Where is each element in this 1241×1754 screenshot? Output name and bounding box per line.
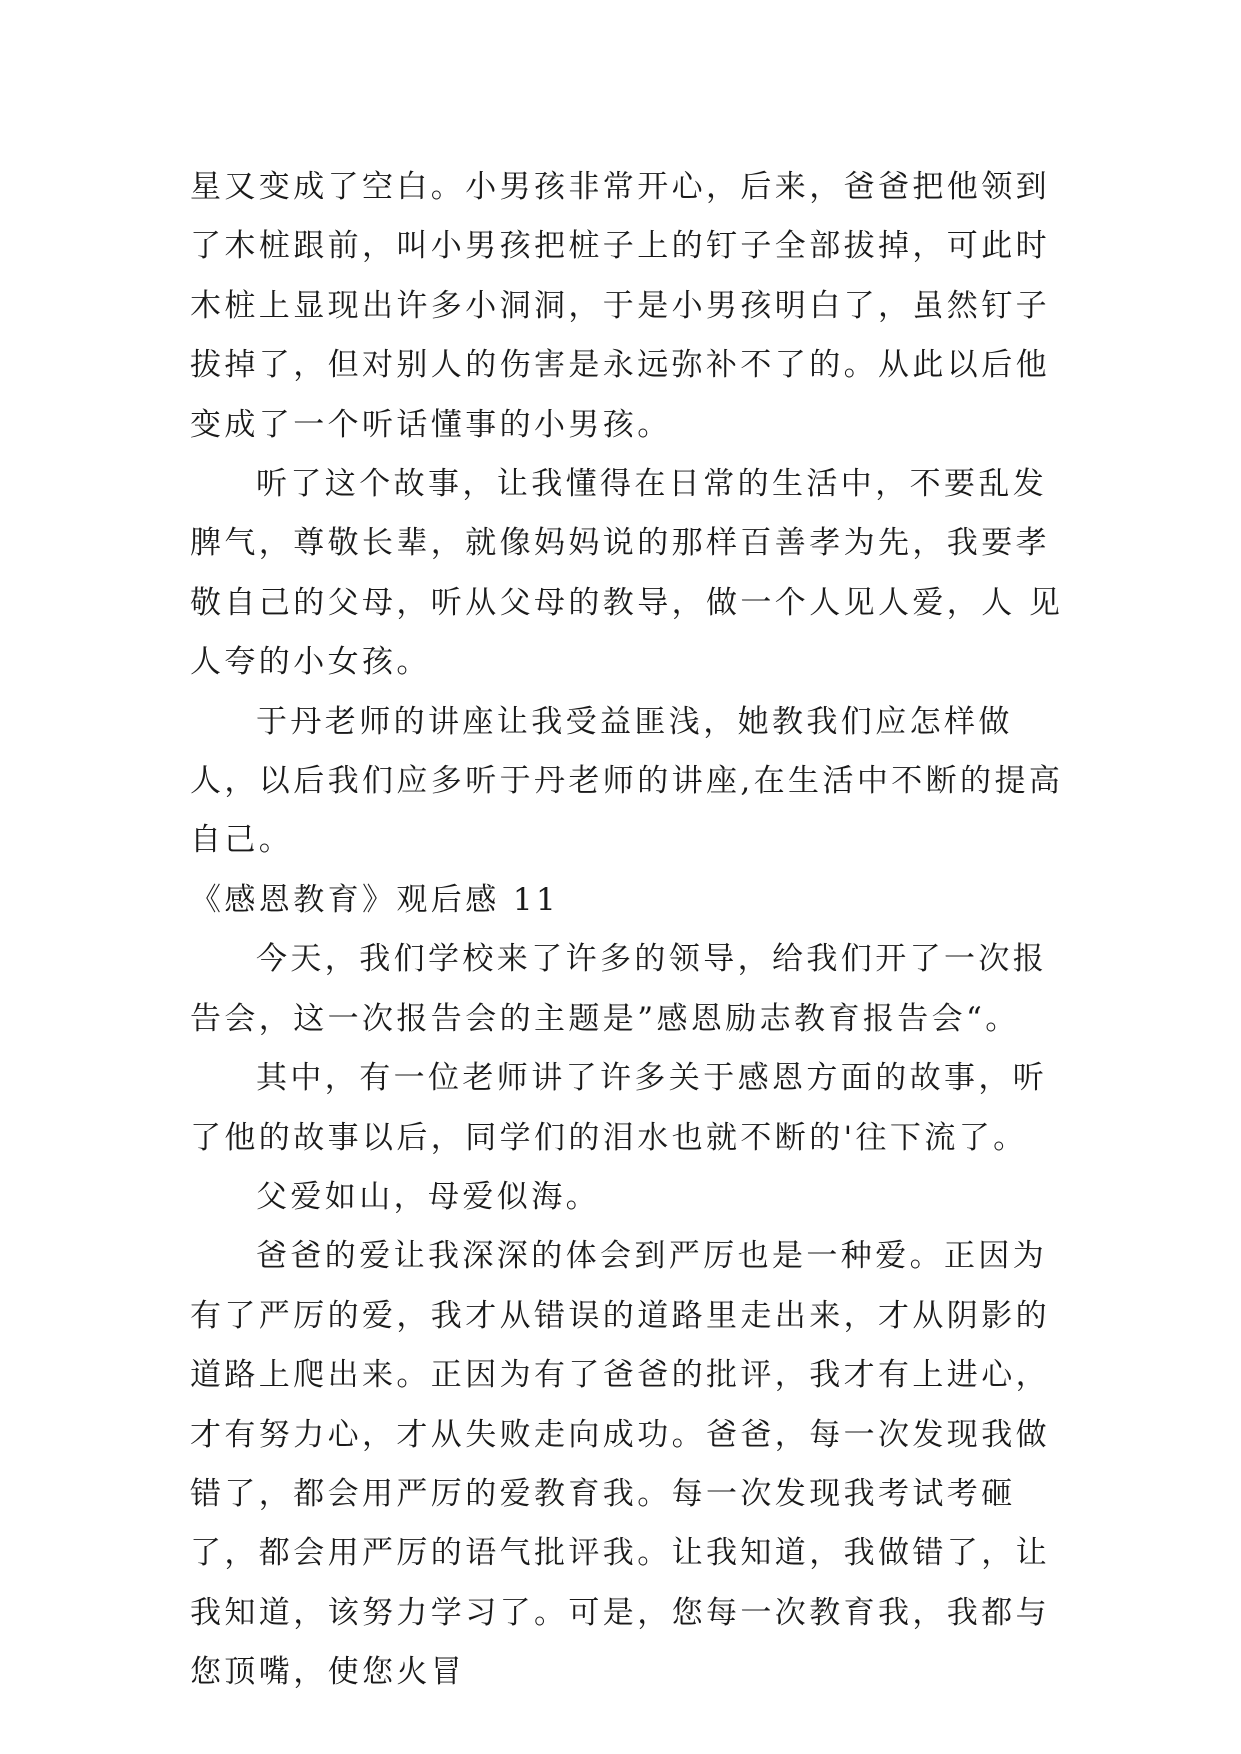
paragraph: 父爱如山，母爱似海。 <box>256 1178 600 1215</box>
paragraph: 爸爸的爱让我深深的体会到严厉也是一种爱。正因为有了严厉的爱，我才从错误的道路里走出来，才从阴影的道路上爬出来。正因为有了爸爸的批评，我才有上进心，才有努力心，才从失败走向成功。爸爸，每一次发现我做错了，都会用严厉的爱教育我。每一次发现我考试考砸了，都会用严厉的语气批评我。让我知道，我做错了，让我知道，该努力学习了。可是，您每一次教育我，我都与您顶嘴，使您火冒 <box>190 1238 1050 1691</box>
paragraph: 其中，有一位老师讲了许多关于感恩方面的故事，听了他的故事以后，同学们的泪水也就不断的'往下流了。 <box>190 1060 1048 1156</box>
paragraph: 于丹老师的讲座让我受益匪浅，她教我们应怎样做人，以后我们应多听于丹老师的讲座,在生活中不断的提高自己。 <box>190 703 1064 859</box>
paragraph-continued: 星又变成了空白。小男孩非常开心，后来，爸爸把他领到了木桩跟前，叫小男孩把桩子上的钉子全部拔掉，可此时木桩上显现出许多小洞洞，于是小男孩明白了，虽然钉子拔掉了，但对别人的伤害是永远弥补不了的。从此以后他变成了一个听话懂事的小男孩。 <box>190 169 1050 443</box>
section-heading: 《感恩教育》观后感 11 <box>190 881 560 918</box>
paragraph: 今天，我们学校来了许多的领导，给我们开了一次报告会，这一次报告会的主题是”感恩励志教育报告会“。 <box>190 941 1048 1037</box>
document-body <box>190 158 1070 1703</box>
paragraph: 听了这个故事，让我懂得在日常的生活中，不要乱发脾气，尊敬长辈，就像妈妈说的那样百善孝为先，我要孝敬自己的父母，听从父母的教导，做一个人见人爱，人 见人夸的小女孩。 <box>190 466 1064 681</box>
